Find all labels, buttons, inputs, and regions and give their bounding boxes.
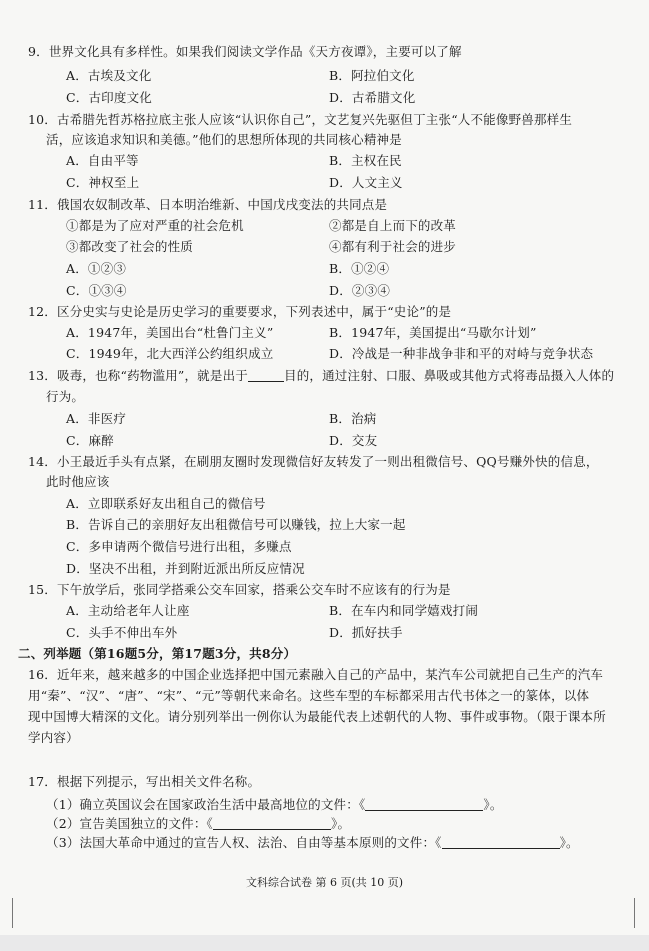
option-15b: B．在车内和同学嬉戏打闹 bbox=[329, 603, 479, 618]
option-13d: D．交友 bbox=[329, 433, 378, 448]
question-17-3 bbox=[46, 835, 579, 851]
question-17-1 bbox=[46, 797, 503, 813]
answer-17-1-blank[interactable] bbox=[365, 798, 483, 811]
option-12a: A．1947年，美国出台“杜鲁门主义” bbox=[66, 325, 274, 340]
statement-11-3: ③都改变了社会的性质 bbox=[66, 239, 194, 254]
question-9: 9．世界文化具有多样性。如果我们阅读文学作品《天方夜谭》，主要可以了解 bbox=[28, 44, 462, 59]
question-13-pre: 13．吸毒，也称“药物滥用”，就是出于 bbox=[28, 368, 248, 383]
answer-17-2-blank[interactable] bbox=[213, 817, 331, 830]
option-10b: B．主权在民 bbox=[329, 153, 402, 168]
option-14d: D．坚决不出租，并到附近派出所反应情况 bbox=[66, 561, 305, 576]
section-2-heading: 二、列举题（第16题5分，第17题3分，共8分） bbox=[18, 646, 297, 661]
statement-11-2: ②都是自上而下的改革 bbox=[329, 218, 457, 233]
page-footer: 文科综合试卷 第 6 页(共 10 页) bbox=[245, 876, 404, 889]
question-10: 10．古希腊先哲苏格拉底主张人应该“认识你自己”，文艺复兴先驱但丁主张“人不能像野兽那样生 bbox=[28, 112, 573, 127]
option-9c: C．古印度文化 bbox=[66, 90, 152, 105]
option-15a: A．主动给老年人让座 bbox=[66, 603, 190, 618]
statement-11-1: ①都是为了应对严重的社会危机 bbox=[66, 218, 244, 233]
question-17-1-text: （1）确立英国议会在国家政治生活中最高地位的文件：《 bbox=[46, 797, 366, 812]
option-12d: D．冷战是一种非战争非和平的对峙与竞争状态 bbox=[329, 346, 594, 361]
question-16-line4: 学内容） bbox=[28, 730, 79, 745]
question-13-post: 目的，通过注射、口服、鼻吸或其他方式将毒品摄入人体的 bbox=[284, 368, 615, 383]
option-11b: B．①②④ bbox=[329, 261, 390, 276]
question-17-3-text: （3）法国大革命中通过的宣告人权、法治、自由等基本原则的文件：《 bbox=[46, 835, 442, 850]
option-11a: A．①②③ bbox=[66, 261, 127, 276]
option-10c: C．神权至上 bbox=[66, 175, 140, 190]
question-14-cont: 此时他应该 bbox=[46, 474, 110, 489]
option-11d: D．②③④ bbox=[329, 283, 391, 298]
option-9b: B．阿拉伯文化 bbox=[329, 68, 415, 83]
question-16-line2: 用“秦”、“汉”、“唐”、“宋”、“元”等朝代来命名。这些车型的车标都采用古代书体之一的篆体，以体 bbox=[28, 688, 590, 703]
question-17-2-close: 》。 bbox=[331, 816, 351, 831]
question-17-3-close: 》。 bbox=[559, 835, 579, 850]
question-10-cont: 活，应该追求知识和美德。”他们的思想所体现的共同核心精神是 bbox=[46, 132, 402, 147]
option-10a: A．自由平等 bbox=[66, 153, 139, 168]
question-17-2 bbox=[46, 816, 350, 832]
option-13b: B．治病 bbox=[329, 411, 377, 426]
question-13 bbox=[28, 368, 614, 384]
crop-mark-left bbox=[12, 898, 13, 928]
crop-mark-right bbox=[634, 898, 635, 928]
question-16: 16．近年来，越来越多的中国企业选择把中国元素融入自己的产品中，某汽车公司就把自己生产的汽车 bbox=[28, 667, 604, 682]
question-13-blank bbox=[248, 369, 284, 382]
question-13-cont: 行为。 bbox=[46, 389, 85, 404]
question-15: 15．下午放学后，张同学搭乘公交车回家，搭乘公交车时不应该有的行为是 bbox=[28, 582, 451, 597]
question-11: 11．俄国农奴制改革、日本明治维新、中国戊戌变法的共同点是 bbox=[28, 197, 388, 212]
option-12b: B．1947年，美国提出“马歇尔计划” bbox=[329, 325, 537, 340]
question-14: 14．小王最近手头有点紧，在刷朋友圈时发现微信好友转发了一则出租微信号、QQ号赚外快的信息， bbox=[28, 454, 599, 469]
option-9a: A．古埃及文化 bbox=[66, 68, 152, 83]
question-12: 12．区分史实与史论是历史学习的重要要求，下列表述中，属于“史论”的是 bbox=[28, 304, 452, 319]
option-14b: B．告诉自己的亲朋好友出租微信号可以赚钱，拉上大家一起 bbox=[66, 517, 406, 532]
option-14a: A．立即联系好友出租自己的微信号 bbox=[66, 496, 266, 511]
option-10d: D．人文主义 bbox=[329, 175, 403, 190]
question-17-2-text: （2）宣告美国独立的文件：《 bbox=[46, 816, 214, 831]
statement-11-4: ④都有利于社会的进步 bbox=[329, 239, 457, 254]
question-17: 17．根据下列提示，写出相关文件名称。 bbox=[28, 774, 261, 789]
answer-17-3-blank[interactable] bbox=[442, 836, 560, 849]
option-11c: C．①③④ bbox=[66, 283, 127, 298]
question-16-line3: 现中国博大精深的文化。请分别列举出一例你认为最能代表上述朝代的人物、事件或事物。（限于课本所 bbox=[28, 709, 606, 724]
option-12c: C．1949年，北大西洋公约组织成立 bbox=[66, 346, 274, 361]
option-15c: C．头手不伸出车外 bbox=[66, 625, 178, 640]
question-17-1-close: 》。 bbox=[483, 797, 503, 812]
option-14c: C．多申请两个微信号进行出租，多赚点 bbox=[66, 539, 292, 554]
option-15d: D．抓好扶手 bbox=[329, 625, 403, 640]
option-13c: C．麻醉 bbox=[66, 433, 114, 448]
option-13a: A．非医疗 bbox=[66, 411, 127, 426]
option-9d: D．古希腊文化 bbox=[329, 90, 416, 105]
